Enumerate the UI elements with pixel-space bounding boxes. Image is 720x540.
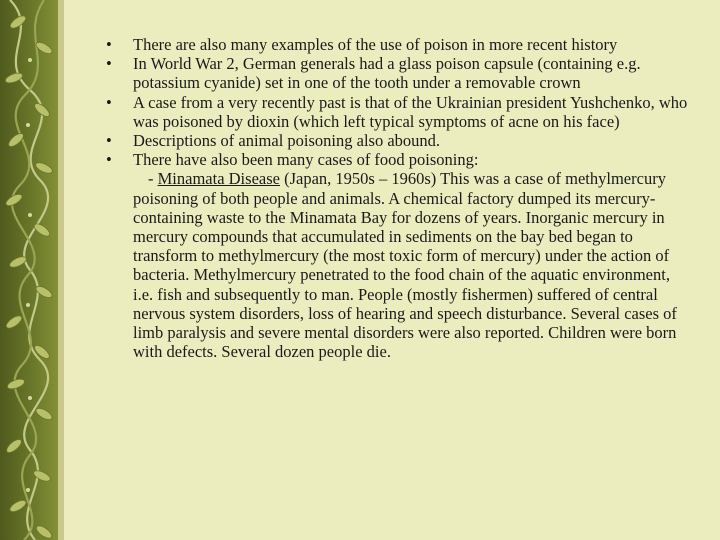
bullet-text: A case from a very recently past is that of the Ukrainian president Yushchenko, who was poisoned by dioxin (which left typical symptoms of acne on his face) [133, 92, 688, 131]
list-item [100, 150, 690, 169]
bullet-text: There have also been many cases of food poisoning: [133, 150, 479, 170]
minamata-text: (Japan, 1950s – 1960s) This was a case of methylmercury poisoning of both people and animals. A chemical factory dumped its mercury-containing waste to the Minamata Bay for dozens of years. Inorganic mercury in mercury compounds that accumulated in sediments on the bay bed began to transform to methylmercury (the most toxic form of mercury) under the action of bacteria. Methylmercury penetrated to the food chain of the aquatic environment, i.e. fish and subsequently to man. People (mostly fishermen) suffered of central nervous system disorders, loss of hearing and speech disturbance. Several cases of limb paralysis and severe mental disorders were also reported. Children were born with defects. Several dozen people die. [133, 169, 677, 362]
bullet-icon: • [106, 35, 112, 54]
list-item [100, 93, 690, 131]
bullet-text: There are also many examples of the use of poison in more recent history [133, 35, 618, 54]
bullet-icon: • [106, 54, 112, 74]
slide-body [100, 35, 690, 361]
bullet-icon: • [106, 92, 112, 112]
minamata-term: Minamata Disease [157, 169, 280, 189]
sub-prefix: - [148, 169, 158, 189]
bullet-list [100, 35, 690, 169]
bullet-icon: • [106, 150, 112, 170]
vine-leaf-border [0, 0, 64, 540]
list-item [100, 35, 690, 54]
bullet-text: In World War 2, German generals had a glass poison capsule (containing e.g. potassium cyanide) set in one of the tooth under a removable crown [133, 54, 641, 93]
list-item [100, 54, 690, 92]
bullet-icon: • [106, 131, 112, 151]
bullet-text: Descriptions of animal poisoning also abound. [133, 131, 441, 151]
minamata-paragraph [100, 169, 690, 361]
list-item [100, 131, 690, 150]
vine-pattern-icon [0, 0, 64, 540]
